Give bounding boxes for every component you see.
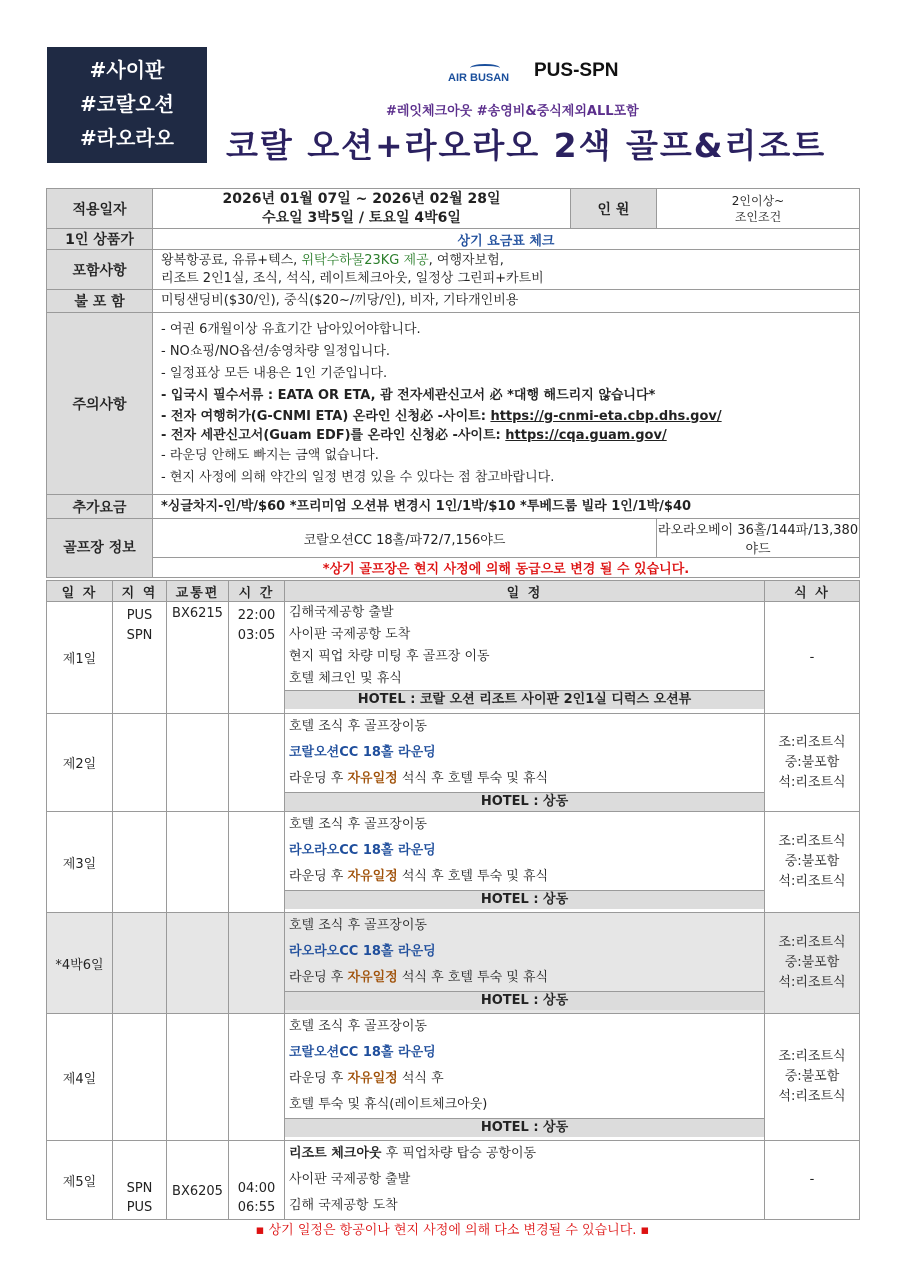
- time: 22:00 03:05: [229, 602, 285, 714]
- extra-fee-label: 추가요금: [47, 495, 153, 519]
- table-row: [47, 812, 860, 913]
- itinerary: 호텔 조식 후 골프장이동 코랄오션CC 18홀 라운딩 라운딩 후 자유일정 석식 후 호텔 투숙 및 휴식 HOTEL : 상동: [285, 714, 765, 812]
- price-label: 1인 상품가: [47, 229, 153, 250]
- air-busan-logo: AIR BUSAN: [448, 64, 509, 84]
- meal: 조:리조트식 중:불포함 석:리조트식: [765, 812, 860, 913]
- meal: 조:리조트식 중:불포함 석:리조트식: [765, 1014, 860, 1141]
- table-row: [47, 1014, 860, 1141]
- extra-fee-value: *싱글차지-인/박/$60 *프리미엄 오션뷰 변경시 1인/1박/$10 *투베드룸 빌라 1인/1박/$40: [153, 495, 860, 519]
- day-label: 제5일: [47, 1141, 113, 1220]
- hotel-info: HOTEL : 코랄 오션 리조트 사이판 2인1실 디럭스 오션뷰: [285, 690, 764, 709]
- day-label: 제3일: [47, 812, 113, 913]
- golf-note: *상기 골프장은 현지 사정에 의해 동급으로 변경 될 수 있습니다.: [153, 558, 860, 578]
- notes-value: - 여권 6개월이상 유효기간 남아있어야합니다. - NO쇼핑/NO옵션/송영차량 일정입니다. - 일정표상 모든 내용은 1인 기준입니다. - 입국시 필수서류 : EATA OR ETA, 괌 전자세관신고서 必 *대행 해드리지 않습니다* - 전자 여행허가(G-CNMI ETA) 온라인 신청必 -사이트: https://g-cnmi-eta.cbp.dhs.gov/ - 전자 세관신고서(Guam EDF)를 온라인 신청必 -사이트: https://cqa.guam.gov/ - 라운딩 안해도 빠지는 금액 없습니다. - 현지 사정에 의해 약간의 일정 변경 있을 수 있다는 점 참고바랍니다.: [153, 313, 860, 495]
- golf-course-2: 라오라오베이 36홀/144파/13,380야드: [657, 519, 860, 558]
- meal: -: [765, 1141, 860, 1220]
- included-label: 포함사항: [47, 250, 153, 290]
- itinerary: 호텔 조식 후 골프장이동 라오라오CC 18홀 라운딩 라운딩 후 자유일정 석식 후 호텔 투숙 및 휴식 HOTEL : 상동: [285, 812, 765, 913]
- meal: 조:리조트식 중:불포함 석:리조트식: [765, 714, 860, 812]
- itinerary: 호텔 조식 후 골프장이동 코랄오션CC 18홀 라운딩 라운딩 후 자유일정 석식 후 호텔 투숙 및 휴식(레이트체크아웃) HOTEL : 상동: [285, 1014, 765, 1141]
- meal: 조:리조트식 중:불포함 석:리조트식: [765, 913, 860, 1014]
- sub-hashtags: #레잇체크아웃 #송영비&중식제외ALL포함: [386, 104, 639, 119]
- day-label: *4박6일: [47, 913, 113, 1014]
- header-region: 지 역: [113, 581, 167, 602]
- region: PUS SPN: [113, 602, 167, 714]
- people-label: 인 원: [571, 189, 657, 229]
- table-row: [47, 913, 860, 1014]
- hotel-info: HOTEL : 상동: [285, 1118, 764, 1137]
- golf-label: 골프장 정보: [47, 519, 153, 578]
- time: 04:00 06:55: [229, 1141, 285, 1220]
- table-row: [47, 714, 860, 812]
- day-label: 제4일: [47, 1014, 113, 1141]
- plane-icon: [470, 64, 500, 72]
- period-label: 적용일자: [47, 189, 153, 229]
- table-row: [47, 1141, 860, 1220]
- day-label: 제2일: [47, 714, 113, 812]
- day-label: 제1일: [47, 602, 113, 714]
- excluded-label: 불 포 함: [47, 290, 153, 313]
- header-itinerary: 일 정: [285, 581, 765, 602]
- flight: BX6205: [167, 1141, 229, 1220]
- region: SPN PUS: [113, 1141, 167, 1220]
- itinerary: 김해국제공항 출발 사이판 국제공항 도착 현지 픽업 차량 미팅 후 골프장 이동 호텔 체크인 및 휴식 HOTEL : 코랄 오션 리조트 사이판 2인1실 디럭스 오션뷰: [285, 602, 765, 714]
- notes-label: 주의사항: [47, 313, 153, 495]
- hotel-info: HOTEL : 상동: [285, 792, 764, 811]
- hashtag-laolao: #라오라오: [79, 126, 175, 150]
- meal: -: [765, 602, 860, 714]
- header-day: 일 자: [47, 581, 113, 602]
- price-value: 상기 요금표 체크: [153, 229, 860, 250]
- cnmi-eta-link[interactable]: https://g-cnmi-eta.cbp.dhs.gov/: [490, 408, 722, 424]
- included-value: 왕복항공료, 유류+텍스, 위탁수하물23KG 제공, 여행자보험, 리조트 2인1실, 조식, 석식, 레이트체크아웃, 일정상 그린피+카트비: [153, 250, 860, 290]
- hotel-info: HOTEL : 상동: [285, 890, 764, 909]
- header-meal: 식 사: [765, 581, 860, 602]
- bottom-note: ▪ 상기 일정은 항공이나 현지 사정에 의해 다소 변경될 수 있습니다. ▪: [255, 1223, 650, 1238]
- info-table: [46, 188, 860, 578]
- table-row: [47, 602, 860, 714]
- hashtag-saipan: #사이판: [89, 58, 165, 82]
- people-value: 2인이상~ 조인조건: [657, 189, 860, 229]
- page-title: 코랄 오션+라오라오 2색 골프&리조트: [226, 126, 827, 165]
- hotel-info: HOTEL : 상동: [285, 991, 764, 1010]
- period-value: 2026년 01월 07일 ~ 2026년 02월 28일 수요일 3박5일 / 토요일 4박6일: [153, 189, 571, 229]
- itinerary: 리조트 체크아웃 후 픽업차량 탑승 공항이동 사이판 국제공항 출발 김해 국제공항 도착: [285, 1141, 765, 1220]
- hashtag-coral-ocean: #코랄오션: [79, 92, 175, 116]
- itinerary: 호텔 조식 후 골프장이동 라오라오CC 18홀 라운딩 라운딩 후 자유일정 석식 후 호텔 투숙 및 휴식 HOTEL : 상동: [285, 913, 765, 1014]
- hashtag-box: [47, 47, 207, 163]
- excluded-value: 미팅샌딩비($30/인), 중식($20~/끼당/인), 비자, 기타개인비용: [153, 290, 860, 313]
- header-transport: 교통편: [167, 581, 229, 602]
- route: PUS-SPN: [534, 60, 619, 81]
- guam-edf-link[interactable]: https://cqa.guam.gov/: [505, 427, 667, 443]
- flight: BX6215: [167, 602, 229, 714]
- golf-course-1: 코랄오션CC 18홀/파72/7,156야드: [153, 519, 657, 558]
- header-time: 시 간: [229, 581, 285, 602]
- schedule-table: [46, 580, 860, 1220]
